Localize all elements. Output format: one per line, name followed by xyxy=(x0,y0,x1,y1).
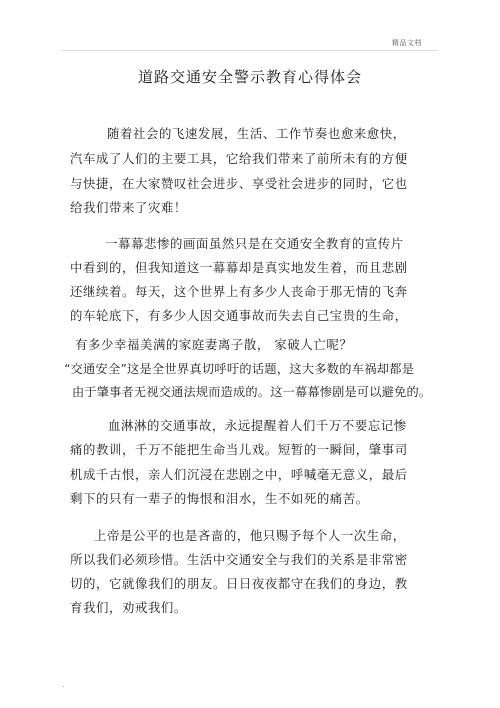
document-title: 道路交通安全警示教育心得体会 xyxy=(137,68,362,86)
paragraph-1-line-2: 汽车成了人们的主要工具，它给我们带来了前所未有的方便 xyxy=(70,151,408,166)
paragraph-1-line-3: 与快捷，在大家赞叹社会进步、享受社会进步的同时，它也 xyxy=(70,176,408,191)
footer-mark: . xyxy=(62,680,65,689)
paragraph-1-line-1: 随着社会的飞速发展，生活、工作节奏也愈来愈快， xyxy=(107,126,406,141)
paragraph-5-line-3: 切的，它就像我们的朋友。日日夜夜都守在我们的身边，教 xyxy=(70,576,408,591)
paragraph-2-line-2: 中看到的，但我知道这一幕幕却是真实地发生着，而且悲剧 xyxy=(70,260,408,275)
header-tag: 精品文档 xyxy=(392,39,422,47)
paragraph-5-line-1: 上帝是公平的也是吝啬的，他只赐予每个人一次生命， xyxy=(94,528,406,543)
paragraph-5-line-2: 所以我们必须珍惜。生活中交通安全与我们的关系是非常密 xyxy=(70,552,408,567)
paragraph-2-line-1: 一幕幕悲惨的画面虽然只是在交通安全教育的宣传片 xyxy=(105,236,404,251)
paragraph-4-line-2: 痛的教训，千万不能把生命当儿戏。短暂的一瞬间，肇事司 xyxy=(70,442,408,457)
paragraph-3-line-1: 有多少幸福美满的家庭妻离子散， 家破人亡呢？ xyxy=(75,337,353,352)
header-divider xyxy=(62,50,438,51)
paragraph-4-line-3: 机成千古恨，亲人们沉浸在悲剧之中，呼喊毫无意义，最后 xyxy=(70,467,408,482)
paragraph-4-line-4: 剩下的只有一辈子的悔恨和泪水，生不如死的痛苦。 xyxy=(70,491,369,506)
paragraph-3-line-3: 由于肇事者无视交通法规而造成的。这一幕幕惨剧是可以避免的。 xyxy=(72,385,432,399)
paragraph-2-line-3: 还继续着。每天，这个世界上有多少人丧命于那无情的飞奔 xyxy=(70,284,408,299)
paragraph-2-line-4: 的车轮底下，有多少人因交通事故而失去自己宝贵的生命， xyxy=(70,308,408,323)
paragraph-3-line-2: “交通安全”这是全世界真切呼吁的话题，这大多数的车祸却都是 xyxy=(64,362,415,376)
paragraph-1-line-4: 给我们带来了灾难！ xyxy=(70,200,187,215)
paragraph-4-line-1: 血淋淋的交通事故，永远提醒着人们千万不要忘记惨 xyxy=(108,418,407,433)
paragraph-5-line-4: 育我们，劝戒我们。 xyxy=(70,600,187,615)
